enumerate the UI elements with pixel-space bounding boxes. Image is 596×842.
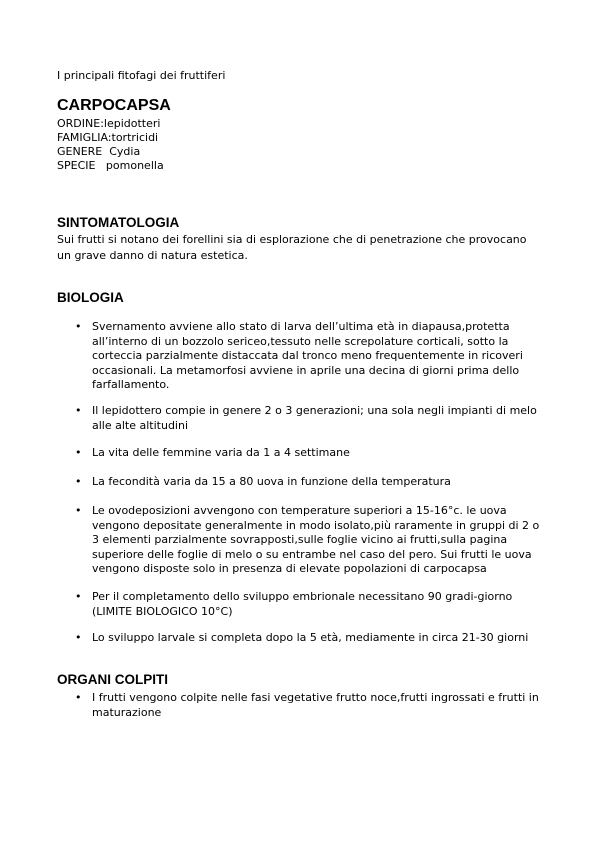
section-heading-biologia: BIOLOGIA xyxy=(57,290,124,305)
taxonomy-species: SPECIE pomonella xyxy=(57,159,164,172)
section-heading-organi-colpiti: ORGANI COLPITI xyxy=(57,672,168,687)
bullet-icon: • xyxy=(75,404,82,417)
document-title: CARPOCAPSA xyxy=(57,97,171,114)
list-item-text: I frutti vengono colpite nelle fasi vegetative frutto noce,frutti ingrossati e frutti in maturazione xyxy=(92,691,539,719)
bullet-icon: • xyxy=(75,691,82,704)
taxonomy-genus: GENERE Cydia xyxy=(57,145,141,158)
bullet-icon: • xyxy=(75,590,82,603)
taxonomy-block xyxy=(57,117,164,173)
taxonomy-order: ORDINE:lepidotteri xyxy=(57,117,161,130)
list-item-text: Lo sviluppo larvale si completa dopo la 5 età, mediamente in circa 21-30 giorni xyxy=(92,631,529,644)
list-item-text: Le ovodeposizioni avvengono con temperature superiori a 15-16°c. le uova vengono depositate generalmente in modo isolato,più raramente in gruppi di 2 o 3 elementi parzialmente sovrapposti,sulle foglie vicino ai frutti,sulla pagina superiore delle foglie di melo o su entrambe nel caso del pero. Sui frutti le uova vengono disposte solo in presenza di elevate popolazioni di carpocapsa xyxy=(92,504,540,575)
bullet-icon: • xyxy=(75,631,82,644)
list-item-text: Il lepidottero compie in genere 2 o 3 generazioni; una sola negli impianti di melo alle alte altitudini xyxy=(92,404,537,432)
section-heading-sintomatologia: SINTOMATOLOGIA xyxy=(57,215,180,230)
bullet-icon: • xyxy=(75,504,82,517)
list-item-text: Per il completamento dello sviluppo embrionale necessitano 90 gradi-giorno (LIMITE BIOLOGICO 10°C) xyxy=(92,590,513,618)
bullet-icon: • xyxy=(75,446,82,459)
bullet-icon: • xyxy=(75,320,82,333)
list-item-text: La vita delle femmine varia da 1 a 4 settimane xyxy=(92,446,350,459)
list-item-text: Svernamento avviene allo stato di larva dell’ultima età in diapausa,protetta all’interno di un bozzolo sericeo,tessuto nelle screpolature corticali, sotto la corteccia parzialmente distaccata dal tronco meno frequentemente in ricoveri occasionali. La metamorfosi avviene in aprile una decina di giorni prima dello farfallamento. xyxy=(92,320,523,391)
sintomatologia-text: Sui frutti si notano dei forellini sia di esplorazione che di penetrazione che provocano un grave danno di natura estetica. xyxy=(57,233,527,262)
taxonomy-family: FAMIGLIA:tortricidi xyxy=(57,131,159,144)
list-item-text: La fecondità varia da 15 a 80 uova in funzione della temperatura xyxy=(92,475,451,488)
bullet-icon: • xyxy=(75,475,82,488)
document-intro: I principali fitofagi dei fruttiferi xyxy=(57,69,226,82)
